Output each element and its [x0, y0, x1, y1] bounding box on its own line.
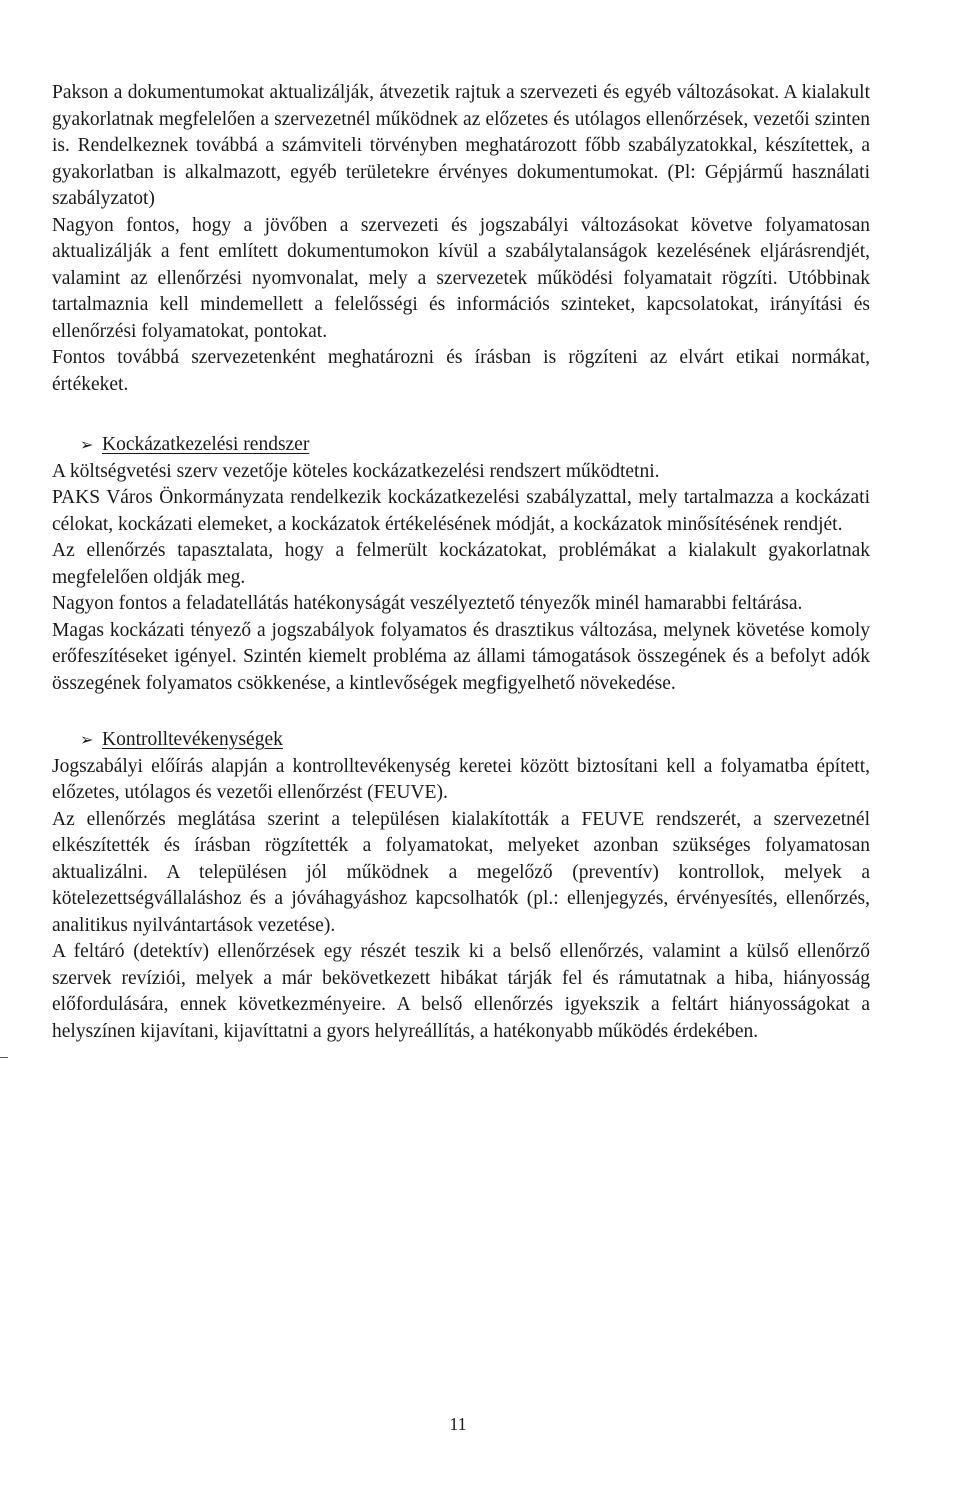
- section-paragraph: Az ellenőrzés tapasztalata, hogy a felmerült kockázatokat, problémákat a kialakult gyakorlatnak megfelelően oldják meg.: [52, 540, 870, 588]
- section-heading-kontrolltevekenysegek: [52, 727, 870, 754]
- arrow-bullet-icon: ➢: [80, 435, 94, 454]
- section-title: Kockázatkezelési rendszer: [102, 434, 310, 455]
- arrow-bullet-icon: ➢: [80, 730, 94, 749]
- section-paragraph: Az ellenőrzés meglátása szerint a településen kialakították a FEUVE rendszerét, a szervezetnél elkészítették és írásban rögzítették a folyamatokat, melyeket azonban szükséges folyamatosan aktualizálni. A településen jól működnek a megelőző (preventív) kontrollok, melyek a kötelezettségvállaláshoz és a jóváhagyáshoz kapcsolhatók (pl.: ellenjegyzés, érvényesítés, ellenőrzés, analitikus nyilvántartások vezetése).: [52, 808, 870, 936]
- page-number: 11: [449, 1414, 467, 1434]
- intro-paragraph: Fontos továbbá szervezetenként meghatározni és írásban is rögzíteni az elvárt etikai normákat, értékeket.: [52, 347, 870, 395]
- margin-mark: [0, 1057, 8, 1058]
- section-title: Kontrolltevékenységek: [102, 729, 283, 750]
- intro-paragraph: Nagyon fontos, hogy a jövőben a szervezeti és jogszabályi változásokat követve folyamatosan aktualizálják a fent említett dokumentumokon kívül a szabálytalanságok kezelésének eljárásrendjét, valamint az ellenőrzési nyomvonalat, mely a szervezetek működési folyamatait rögzíti. Utóbbinak tartalmaznia kell mindemellett a felelősségi és információs szinteket, kapcsolatokat, irányítási és ellenőrzési folyamatokat, pontokat.: [52, 214, 870, 342]
- section-paragraph: PAKS Város Önkormányzata rendelkezik kockázatkezelési szabályzattal, mely tartalmazza a kockázati célokat, kockázati elemeket, a kockázatok értékelésének módját, a kockázatok minősítésének rendjét.: [52, 487, 870, 535]
- section-heading-kockazatkezeles: [52, 432, 870, 459]
- section-paragraph: A feltáró (detektív) ellenőrzések egy részét teszik ki a belső ellenőrzés, valamint a külső ellenőrző szervek revíziói, melyek a már bekövetkezett hibákat tárják fel és rámutatnak a hiba, hiányosság előfordulására, ennek következményeire. A belső ellenőrzés igyekszik a feltárt hiányosságokat a helyszínen kijavítani, kijavíttatni a gyors helyreállítás, a hatékonyabb működés érdekében.: [52, 941, 870, 1042]
- intro-paragraph: Pakson a dokumentumokat aktualizálják, átvezetik rajtuk a szervezeti és egyéb változásokat. A kialakult gyakorlatnak megfelelően a szervezetnél működnek az előzetes és utólagos ellenőrzések, vezetői szinten is. Rendelkeznek továbbá a számviteli törvényben meghatározott főbb szabályzatokkal, készítettek, a gyakorlatban is alkalmazott, egyéb területekre érvényes dokumentumokat. (Pl: Gépjármű használati szabályzatot): [52, 82, 870, 209]
- section-paragraph: A költségvetési szerv vezetője köteles kockázatkezelési rendszert működtetni.: [52, 460, 660, 482]
- section-paragraph: Magas kockázati tényező a jogszabályok folyamatos és drasztikus változása, melynek követése komoly erőfeszítéseket igényel. Szintén kiemelt probléma az állami támogatások összegének és a befolyt adók összegének folyamatos csökkenése, a kintlevőségek megfigyelhető növekedése.: [52, 619, 870, 694]
- section-paragraph: Jogszabályi előírás alapján a kontrolltevékenység keretei között biztosítani kell a folyamatba épített, előzetes, utólagos és vezetői ellenőrzést (FEUVE).: [52, 755, 870, 803]
- document-body: [52, 80, 870, 1045]
- section-paragraph: Nagyon fontos a feladatellátás hatékonyságát veszélyeztető tényezők minél hamarabbi feltárása.: [52, 593, 803, 614]
